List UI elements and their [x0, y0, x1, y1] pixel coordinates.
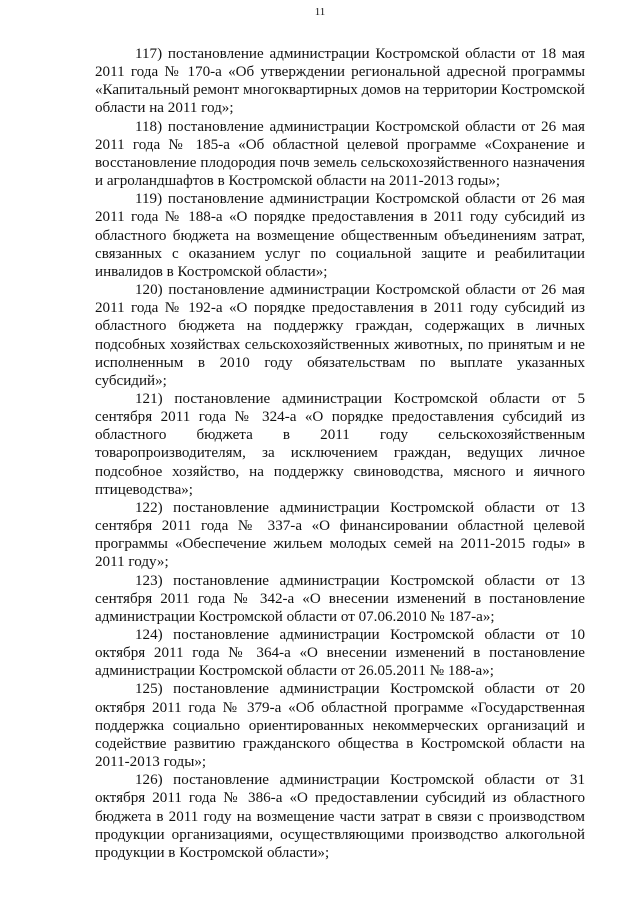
list-item-125: 125) постановление администрации Костромской области от 20 октября 2011 года № 379-а «Об областной программе «Государственная поддержка социально ориентированных некоммерческих организаций и содействие развитию гражданского общества в Костромской области на 2011-2013 годы»; — [95, 681, 585, 771]
list-item-118: 118) постановление администрации Костромской области от 26 мая 2011 года № 185-а «Об областной целевой программе «Сохранение и восстановление плодородия почв земель сельскохозяйственного назначения и агроландшафтов в Костромской области на 2011-2013 годы»; — [95, 118, 585, 190]
list-item-119: 119) постановление администрации Костромской области от 26 мая 2011 года № 188-а «О порядке предоставления в 2011 году субсидий из областного бюджета на возмещение общественным объединениям затрат, связанных с оказанием услуг по социальной защите и реабилитации инвалидов в Костромской области»; — [95, 191, 585, 280]
list-item-126: 126) постановление администрации Костромской области от 31 октября 2011 года № 386-а «О предоставлении субсидий из областного бюджета в 2011 году на возмещение части затрат в связи с производством продукции организациями, осуществляющими производство алкогольной продукции в Костромской области»; — [95, 772, 585, 861]
page-number: 11 — [314, 6, 326, 18]
list-item-117: 117) постановление администрации Костромской области от 18 мая 2011 года № 170-а «Об утверждении региональной адресной программы «Капитальный ремонт многоквартирных домов на территории Костромской области на 2011 год»; — [95, 46, 585, 117]
list-item-122: 122) постановление администрации Костромской области от 13 сентября 2011 года № 337-а «О финансировании областной целевой программы «Обеспечение жильем молодых семей на 2011-2015 годы» в 2011 году»; — [95, 499, 585, 571]
list-item-124: 124) постановление администрации Костромской области от 10 октября 2011 года № 364-а «О внесении изменений в постановление администрации Костромской области от 26.05.2011 № 188-а»; — [95, 627, 585, 680]
list-item-120: 120) постановление администрации Костромской области от 26 мая 2011 года № 192-а «О порядке предоставления в 2011 году субсидий из областного бюджета на поддержку граждан, содержащих в личных подсобных хозяйствах сельскохозяйственных животных, по принятым и не исполненным в 2010 году обязательствам по выплате указанных субсидий»; — [95, 282, 585, 389]
list-item-121: 121) постановление администрации Костромской области от 5 сентября 2011 года № 324-а «О порядке предоставления субсидий из областного бюджета в 2011 году сельскохозяйственным товаропроизводителям, за исключением граждан, ведущих личное подсобное хозяйство, на поддержку свиноводства, мясного и яичного птицеводства»; — [95, 390, 585, 498]
list-item-123: 123) постановление администрации Костромской области от 13 сентября 2011 года № 342-а «О внесении изменений в постановление администрации Костромской области от 07.06.2010 № 187-а»; — [95, 572, 585, 625]
document-body — [95, 45, 585, 862]
